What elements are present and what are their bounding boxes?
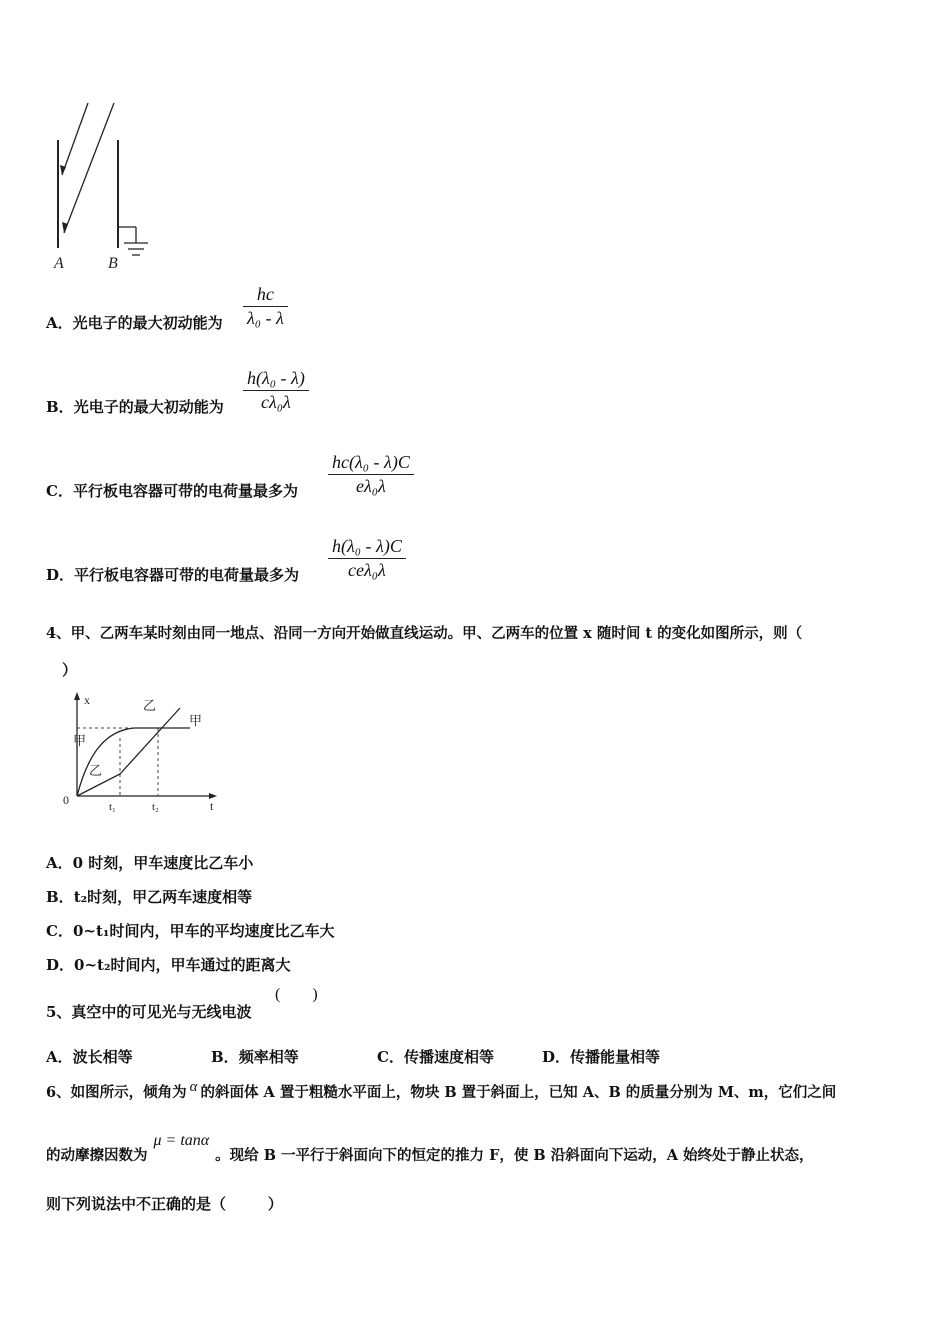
plate-a-label: A — [54, 255, 64, 272]
q4-position-time-graph — [55, 688, 230, 818]
option-text: 平行板电容器可带的电荷量最多为 — [74, 566, 300, 584]
option-letter: B． — [46, 398, 74, 416]
q3-option-b[interactable] — [46, 396, 224, 417]
q3-option-d[interactable] — [46, 564, 299, 585]
option-letter: D． — [46, 566, 75, 584]
y-axis-arrow — [74, 692, 80, 700]
t2-label: t₂ — [152, 801, 159, 813]
q3-option-a[interactable] — [46, 312, 223, 333]
fraction-bar — [328, 474, 414, 475]
q6-line1-end: 的斜面体 A 置于粗糙水平面上，物块 B 置于斜面上，已知 A、B 的质量分别为 M、m，它们之间 — [200, 1084, 837, 1101]
option-text: 波长相等 — [72, 1048, 133, 1066]
option-text: 0~t₂时间内，甲车通过的距离大 — [74, 956, 291, 974]
q6-line1 — [46, 1081, 836, 1102]
fraction-numerator: hc(λ₀ - λ)C — [332, 452, 410, 472]
option-text: t₂时刻，甲乙两车速度相等 — [73, 888, 253, 906]
jia-left-label: 甲 — [73, 733, 87, 748]
q6-line2-end: 。现给 B 一平行于斜面向下的恒定的推力 F，使 B 沿斜面向下运动，A 始终处于静止状态， — [215, 1147, 814, 1164]
q3-option-c[interactable] — [46, 480, 298, 501]
q5-answer-paren: ( ) — [275, 986, 318, 1003]
fraction-numerator: h(λ₀ - λ)C — [332, 536, 402, 556]
q3-option-c-fraction — [328, 452, 414, 497]
fraction-bar — [243, 306, 288, 307]
option-text: 传播速度相等 — [403, 1048, 494, 1066]
fraction-numerator: hc — [256, 284, 274, 304]
q4-stem-line2: ） — [62, 661, 78, 679]
fraction-denominator: λ₀ - λ — [247, 308, 284, 328]
t1-label: t₁ — [109, 801, 116, 813]
light-ray-1 — [62, 103, 88, 175]
fraction-denominator: ceλ₀λ — [348, 560, 386, 580]
yi-left-label: 乙 — [89, 763, 103, 778]
q6-line3: 则下列说法中不正确的是（ ） — [46, 1195, 283, 1213]
q4-option-a[interactable] — [46, 852, 253, 873]
q4-option-d[interactable] — [46, 954, 291, 975]
light-ray-2 — [64, 103, 114, 233]
jia-right-label: 甲 — [189, 713, 203, 728]
q5-option-b[interactable] — [211, 1046, 299, 1067]
option-text: 光电子的最大初动能为 — [73, 398, 224, 416]
mu-expression: μ = tanα — [153, 1132, 210, 1149]
q6-line1-start: 6、如图所示，倾角为 — [46, 1084, 187, 1101]
q4-stem-line1: 4、甲、乙两车某时刻由同一地点、沿同一方向开始做直线运动。甲、乙两车的位置 x 随时间 t 的变化如图所示，则（ — [46, 625, 803, 642]
q4-option-b[interactable] — [46, 886, 252, 907]
option-letter: B． — [46, 888, 74, 906]
fraction-denominator: eλ₀λ — [355, 476, 386, 496]
fraction-numerator: h(λ₀ - λ) — [247, 368, 305, 388]
option-text: 0~t₁时间内，甲车的平均速度比乙车大 — [72, 922, 335, 940]
q5-stem: 5、真空中的可见光与无线电波 — [46, 1003, 252, 1021]
option-text: 平行板电容器可带的电荷量最多为 — [72, 482, 298, 500]
option-letter: D． — [542, 1048, 571, 1066]
option-letter: D． — [46, 956, 75, 974]
option-letter: B． — [211, 1048, 239, 1066]
fraction-bar — [328, 558, 406, 559]
option-letter: A． — [46, 1048, 73, 1066]
q5-option-c[interactable] — [377, 1046, 494, 1067]
y-axis-label: x — [84, 693, 90, 707]
q5-option-d[interactable] — [542, 1046, 660, 1067]
q4-option-c[interactable] — [46, 920, 334, 941]
option-letter: A． — [46, 854, 73, 872]
option-letter: C． — [46, 922, 73, 940]
q3-option-a-fraction — [243, 284, 288, 329]
q3-option-b-fraction — [243, 368, 309, 413]
option-letter: C． — [46, 482, 73, 500]
alpha-symbol: α — [189, 1079, 198, 1095]
option-text: 频率相等 — [238, 1048, 299, 1066]
q3-option-d-fraction — [328, 536, 406, 581]
fraction-bar — [243, 390, 309, 391]
yi-top-label: 乙 — [143, 698, 157, 713]
q6-line2-start: 的动摩擦因数为 — [46, 1147, 148, 1164]
x-axis-label: t — [210, 799, 214, 813]
option-letter: C． — [377, 1048, 404, 1066]
plate-b-label: B — [108, 255, 118, 272]
origin-label: 0 — [63, 793, 69, 807]
q5-option-a[interactable] — [46, 1046, 133, 1067]
option-text: 传播能量相等 — [570, 1048, 661, 1066]
q6-line2 — [46, 1132, 814, 1165]
fraction-denominator: cλ₀λ — [261, 392, 291, 412]
jia-curve — [77, 728, 190, 796]
option-text: 0 时刻，甲车速度比乙车小 — [72, 854, 254, 872]
plates-figure — [40, 95, 170, 275]
yi-line — [77, 708, 180, 796]
option-text: 光电子的最大初动能为 — [72, 314, 223, 332]
option-letter: A． — [46, 314, 73, 332]
